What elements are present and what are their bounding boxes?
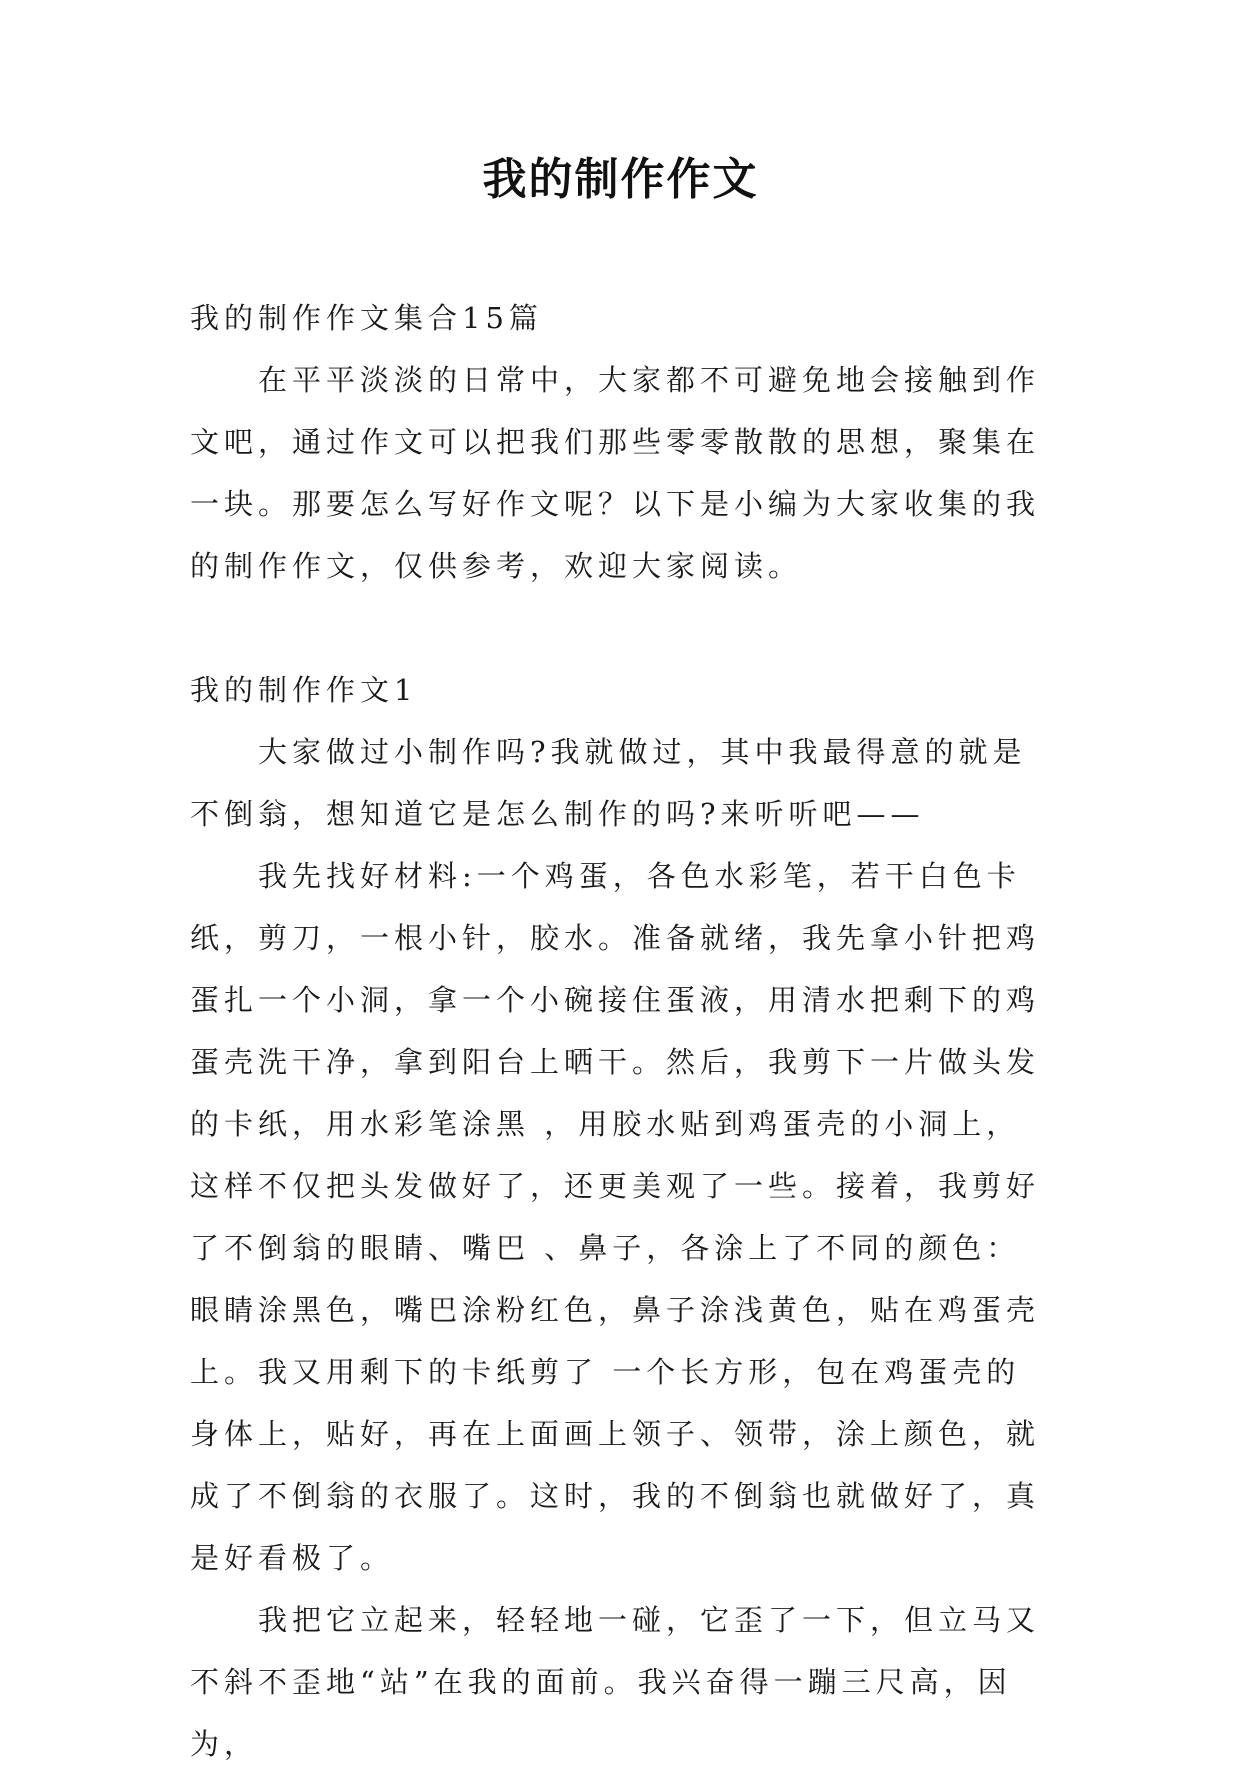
section-paragraph: 我先找好材料:一个鸡蛋，各色水彩笔，若干白色卡纸，剪刀，一根小针，胶水。准备就绪，我先拿小针把鸡蛋扎一个小洞，拿一个小碗接住蛋液，用清水把剩下的鸡蛋壳洗干净，拿到阳台上晒干。然后，我剪下一片做头发的卡纸，用水彩笔涂黑 ，用胶水贴到鸡蛋壳的小洞上，这样不仅把头发做好了，还更美观了一些。接着，我剪好了不倒翁的眼睛、嘴巴 、鼻子，各涂上了不同的颜色：眼睛涂黑色，嘴巴涂粉红色，鼻子涂浅黄色，贴在鸡蛋壳上。我又用剩下的卡纸剪了 一个长方形，包在鸡蛋壳的身体上，贴好，再在上面画上领子、领带，涂上颜色，就成了不倒翁的衣服了。这时，我的不倒翁也就做好了，真是好看极了。 bbox=[190, 859, 1041, 1575]
document-title: 我的制作作文 bbox=[482, 154, 759, 205]
collection-heading: 我的制作作文集合15篇 bbox=[190, 301, 543, 335]
section-paragraph: 大家做过小制作吗?我就做过，其中我最得意的就是不倒翁，想知道它是怎么制作的吗?来听听吧—— bbox=[190, 735, 1027, 831]
section-spacer bbox=[190, 597, 1050, 659]
document-body bbox=[190, 287, 1050, 1775]
section-paragraph: 我把它立起来，轻轻地一碰，它歪了一下，但立马又不斜不歪地“站”在我的面前。我兴奋得一蹦三尺高，因为， bbox=[190, 1603, 1041, 1761]
section-heading: 我的制作作文1 bbox=[190, 673, 418, 707]
intro-paragraph: 在平平淡淡的日常中，大家都不可避免地会接触到作文吧，通过作文可以把我们那些零零散散的思想，聚集在一块。那要怎么写好作文呢？以下是小编为大家收集的我的制作作文，仅供参考，欢迎大家阅读。 bbox=[190, 363, 1041, 583]
